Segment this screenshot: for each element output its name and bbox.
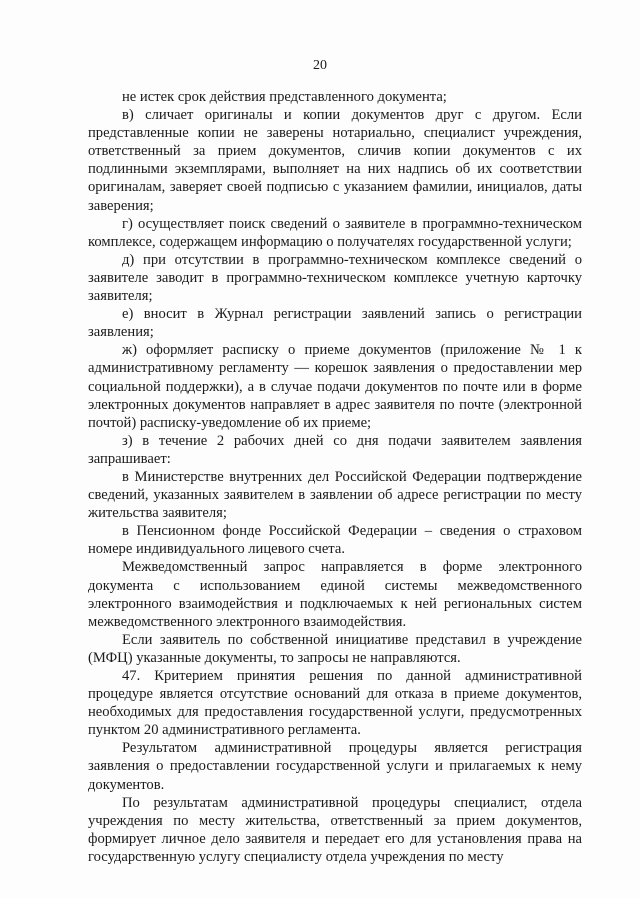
paragraph-item-zh: ж) оформляет расписку о приеме документов (приложение № 1 к административному регламенту — корешок заявления о предоставлении мер социальной поддержки), а в случае подачи документов по почте или в форме электронных документов направляет в адрес заявителя по почте (электронной почтой) расписку-уведомление об их приеме; <box>88 342 582 431</box>
page-number: 20 <box>313 58 327 73</box>
paragraph-personal-file: По результатам административной процедуры специалист, отдела учреждения по месту жительства, ответственный за прием документов, формирует личное дело заявителя и передает его для установления права на государственную услугу специалисту отдела учреждения по месту <box>88 794 582 865</box>
paragraph-item-v: в) сличает оригиналы и копии документов друг с другом. Если представленные копии не заверены нотариально, специалист учреждения, ответственный за прием документов, сличив копии документов с их подлинными экземплярами, выполняет на них надпись об их соответствии оригиналам, заверяет своей подписью с указанием фамилии, инициалов, даты заверения; <box>88 107 582 214</box>
paragraph-request-mvd: в Министерстве внутренних дел Российской Федерации подтверждение сведений, указанных заявителем в заявлении об адресе регистрации по месту жительства заявителя; <box>88 468 582 522</box>
paragraph-interagency-request: Межведомственный запрос направляется в форме электронного документа с использованием единой системы межведомственного электронного взаимодействия и подключаемых к ней региональных систем межведомственного электронного взаимодействия. <box>88 559 582 630</box>
paragraph-own-initiative: Если заявитель по собственной инициативе представил в учреждение (МФЦ) указанные документы, то запросы не направляются. <box>88 631 582 666</box>
paragraph-request-pfr: в Пенсионном фонде Российской Федерации – сведения о страховом номере индивидуального лицевого счета. <box>88 523 582 558</box>
paragraph-item-g: г) осуществляет поиск сведений о заявителе в программно-техническом комплексе, содержащем информацию о получателях государственной услуги; <box>88 215 582 250</box>
paragraph-item-d: д) при отсутствии в программно-техническом комплексе сведений о заявителе заводит в программно-техническом комплексе учетную карточку заявителя; <box>88 251 582 305</box>
paragraph-item-z: з) в течение 2 рабочих дней со дня подачи заявителем заявления запрашивает: <box>88 432 582 467</box>
paragraph-continuation: не истек срок действия представленного документа; <box>122 89 447 105</box>
document-body <box>88 88 582 866</box>
paragraph-47-criterion: 47. Критерием принятия решения по данной административной процедуре является отсутствие оснований для отказа в приеме документов, необходимых для предоставления государственной услуги, предусмотренных пунктом 20 административного регламента. <box>88 668 582 739</box>
paragraph-result: Результатом административной процедуры является регистрация заявления о предоставлении государственной услуги и прилагаемых к нему документов. <box>88 740 582 793</box>
paragraph-item-e: е) вносит в Журнал регистрации заявлений запись о регистрации заявления; <box>88 306 582 341</box>
